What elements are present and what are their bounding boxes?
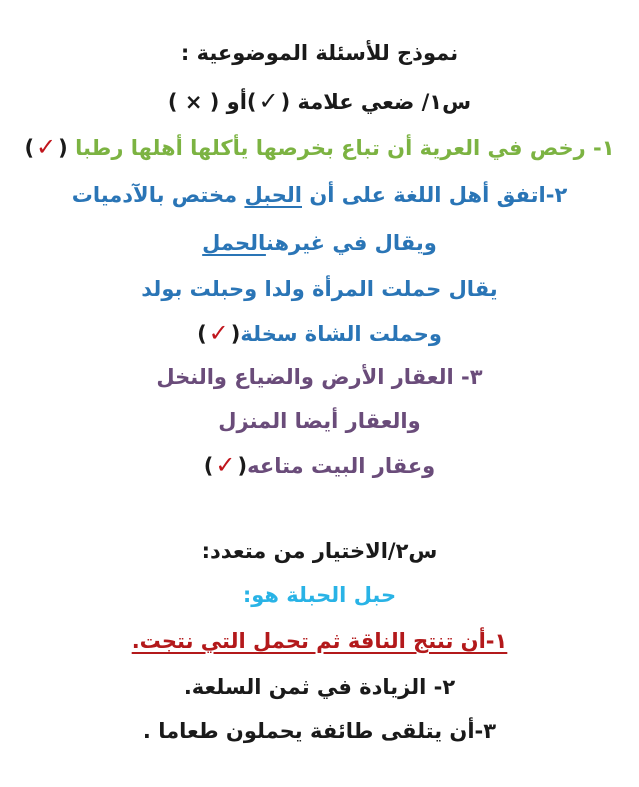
question-2-title — [0, 536, 639, 566]
question-1-instruction — [0, 86, 639, 117]
item-6-text: ٣- العقار الأرض والضياع والنخل — [156, 365, 483, 389]
item-7-text: والعقار أيضا المنزل — [218, 409, 421, 433]
q1-close-paren: ) — [246, 90, 257, 114]
question-item-1: ١- رخص في العرية أن تباع بخرصها يأكلها أهلها رطبا (✓) — [24, 133, 615, 161]
q1-or: أو — [226, 90, 247, 114]
option-1 — [0, 626, 639, 656]
option-2 — [0, 672, 639, 702]
option-3-text: ٣-أن يتلقى طائفة يحملون طعاما . — [142, 719, 497, 743]
x-mark: ( × ) — [167, 90, 220, 114]
q1-prefix: س١/ ضعي علامة — [297, 90, 472, 114]
option-3 — [0, 716, 639, 746]
question-item-8: وعقار البيت متاعه(✓) — [203, 451, 436, 479]
item-2-text-after: مختص بالآدميات — [71, 183, 238, 207]
checkmark-icon: ✓ — [36, 133, 57, 161]
q2-question-text: حبل الحبلة هو: — [242, 583, 397, 607]
item-1-text: ١- رخص في العرية أن تباع بخرصها يأكلها أهلها رطبا — [75, 136, 615, 160]
q2-title-text: س٢/الاختيار من متعدد: — [201, 539, 438, 563]
option-2-text: ٢- الزيادة في ثمن السلعة. — [183, 675, 456, 699]
page-heading — [0, 38, 639, 68]
item-2-underlined: الحبل — [244, 183, 302, 207]
heading-text: نموذج للأسئلة الموضوعية : — [180, 41, 459, 65]
checkmark-icon: ✓ — [258, 87, 279, 115]
checkmark-icon: ✓ — [208, 319, 229, 347]
item-4-text: يقال حملت المرأة ولدا وحبلت بولد — [141, 277, 498, 301]
item-8-text: وعقار البيت متاعه — [247, 454, 436, 478]
item-5-text: وحملت الشاة سخلة — [240, 322, 442, 346]
item-2-text-before: ٢-اتفق أهل اللغة على أن — [309, 183, 568, 207]
question-item-3 — [0, 228, 639, 258]
question-item-4 — [0, 274, 639, 304]
question-item-2 — [0, 180, 639, 210]
question-2-stem — [0, 580, 639, 610]
question-item-5: وحملت الشاة سخلة(✓) — [197, 319, 442, 347]
checkmark-icon: ✓ — [215, 451, 236, 479]
item-3-underlined: الحمل — [202, 231, 266, 255]
item-3-text-before: ويقال في غيرهن — [265, 231, 437, 255]
q1-open-paren: ( — [280, 90, 291, 114]
question-item-6 — [0, 362, 639, 392]
question-item-7 — [0, 406, 639, 436]
option-1-text: ١-أن تنتج الناقة ثم تحمل التي نتجت. — [131, 629, 508, 653]
